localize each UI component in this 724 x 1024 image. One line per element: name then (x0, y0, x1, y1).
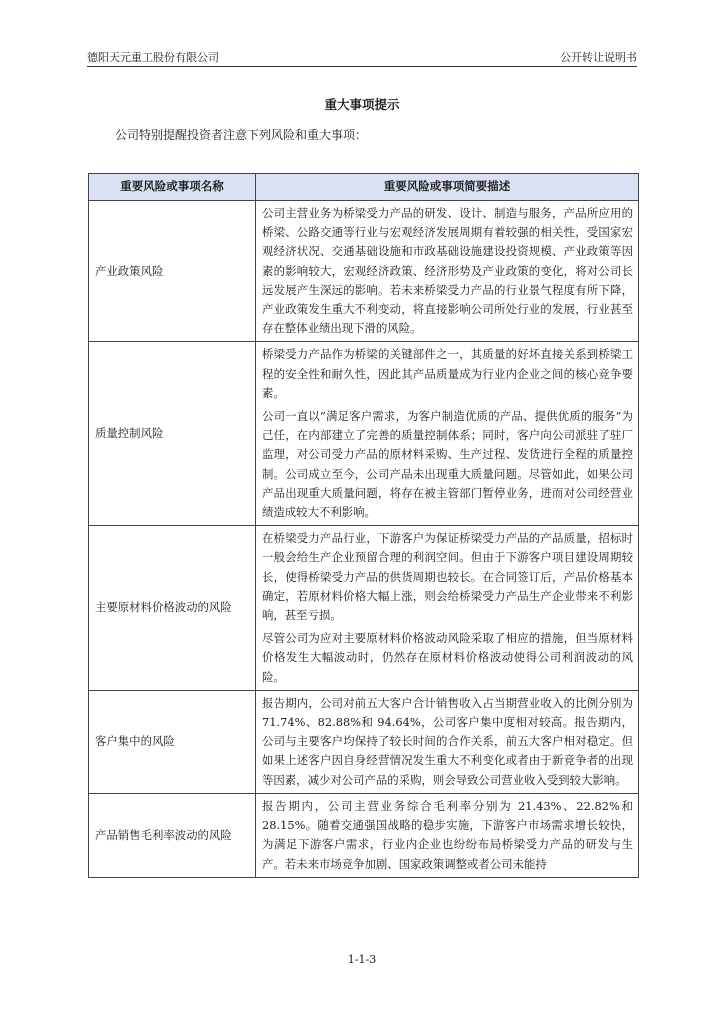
intro-text: 公司特别提醒投资者注意下列风险和重大事项： (115, 128, 368, 142)
risk-description (256, 793, 639, 877)
risk-name: 主要原材料价格波动的风险 (89, 526, 256, 691)
risk-table (88, 173, 639, 878)
page-title: 重大事项提示 (324, 97, 400, 112)
description-paragraph: 报告期内，公司对前五大客户合计销售收入占当期营业收入的比例分别为 71.74%、82.88%和 94.64%，公司客户集中度相对较高。报告期内，公司与主要客户均保持了较长时间的合作关系，前五大客户相对稳定。但如果上述客户因自身经营情况发生重大不利变化或者由于新竞争者的出现等因素，减少对公司产品的采购，则会导致公司营业收入受到较大影响。 (262, 695, 633, 787)
description-paragraph: 桥梁受力产品作为桥梁的关键部件之一，其质量的好坏直接关系到桥梁工程的安全性和耐久性，因此其产品质量成为行业内企业之间的核心竞争要素。 (262, 347, 633, 400)
description-paragraph: 报告期内，公司主营业务综合毛利率分别为 21.43%、22.82%和28.15%。随着交通强国战略的稳步实施，下游客户市场需求增长较快，为满足下游客户需求，行业内企业也纷纷布局桥梁受力产品的研发与生产。若未来市场竞争加剧、国家政策调整或者公司未能持 (262, 798, 633, 871)
table-row (89, 201, 639, 342)
company-name: 德阳天元重工股份有限公司 (87, 51, 219, 64)
risk-description (256, 526, 639, 691)
column-header-name: 重要风险或事项名称 (89, 174, 256, 201)
header-divider (87, 66, 637, 67)
risk-description (256, 342, 639, 526)
description-paragraph: 尽管公司为应对主要原材料价格波动风险采取了相应的措施，但当原材料价格发生大幅波动时，仍然存在原材料价格波动使得公司利润波动的风险。 (262, 631, 633, 684)
table-header-row (89, 174, 639, 201)
risk-name: 产业政策风险 (89, 201, 256, 342)
table-row (89, 526, 639, 691)
document-type: 公开转让说明书 (560, 51, 637, 64)
risk-name: 客户集中的风险 (89, 690, 256, 793)
page-header (87, 50, 637, 66)
risk-description (256, 201, 639, 342)
description-paragraph: 公司主营业务为桥梁受力产品的研发、设计、制造与服务，产品所应用的桥梁、公路交通等行业与宏观经济发展周期有着较强的相关性，受国家宏观经济状况、交通基础设施和市政基础设施建设投资规模、产业政策等因素的影响较大，宏观经济政策、经济形势及产业政策的变化，将对公司长远发展产生深远的影响。若未来桥梁受力产品的行业景气程度有所下降，产业政策发生重大不利变动，将直接影响公司所处行业的发展，行业甚至存在整体业绩出现下滑的风险。 (262, 206, 633, 336)
risk-name: 质量控制风险 (89, 342, 256, 526)
column-header-description: 重要风险或事项简要描述 (256, 174, 639, 201)
description-paragraph: 在桥梁受力产品行业，下游客户为保证桥梁受力产品的产品质量，招标时一般会给生产企业预留合理的利润空间。但由于下游客户项目建设周期较长，使得桥梁受力产品的供货周期也较长。在合同签订后，产品价格基本确定，若原材料价格大幅上涨，则会给桥梁受力产品生产企业带来不利影响，甚至亏损。 (262, 531, 633, 623)
risk-description (256, 690, 639, 793)
description-paragraph: 公司一直以“满足客户需求，为客户制造优质的产品、提供优质的服务”为己任，在内部建立了完善的质量控制体系；同时，客户向公司派驻了驻厂监理，对公司受力产品的原材料采购、生产过程、发货进行全程的质量控制。公司成立至今，公司产品未出现重大质量问题。尽管如此，如果公司产品出现重大质量问题，将存在被主管部门暂停业务，进而对公司经营业绩造成较大不利影响。 (262, 409, 633, 520)
table-row (89, 690, 639, 793)
risk-name: 产品销售毛利率波动的风险 (89, 793, 256, 877)
table-row (89, 793, 639, 877)
table-row (89, 342, 639, 526)
page-number: 1-1-3 (347, 953, 377, 966)
